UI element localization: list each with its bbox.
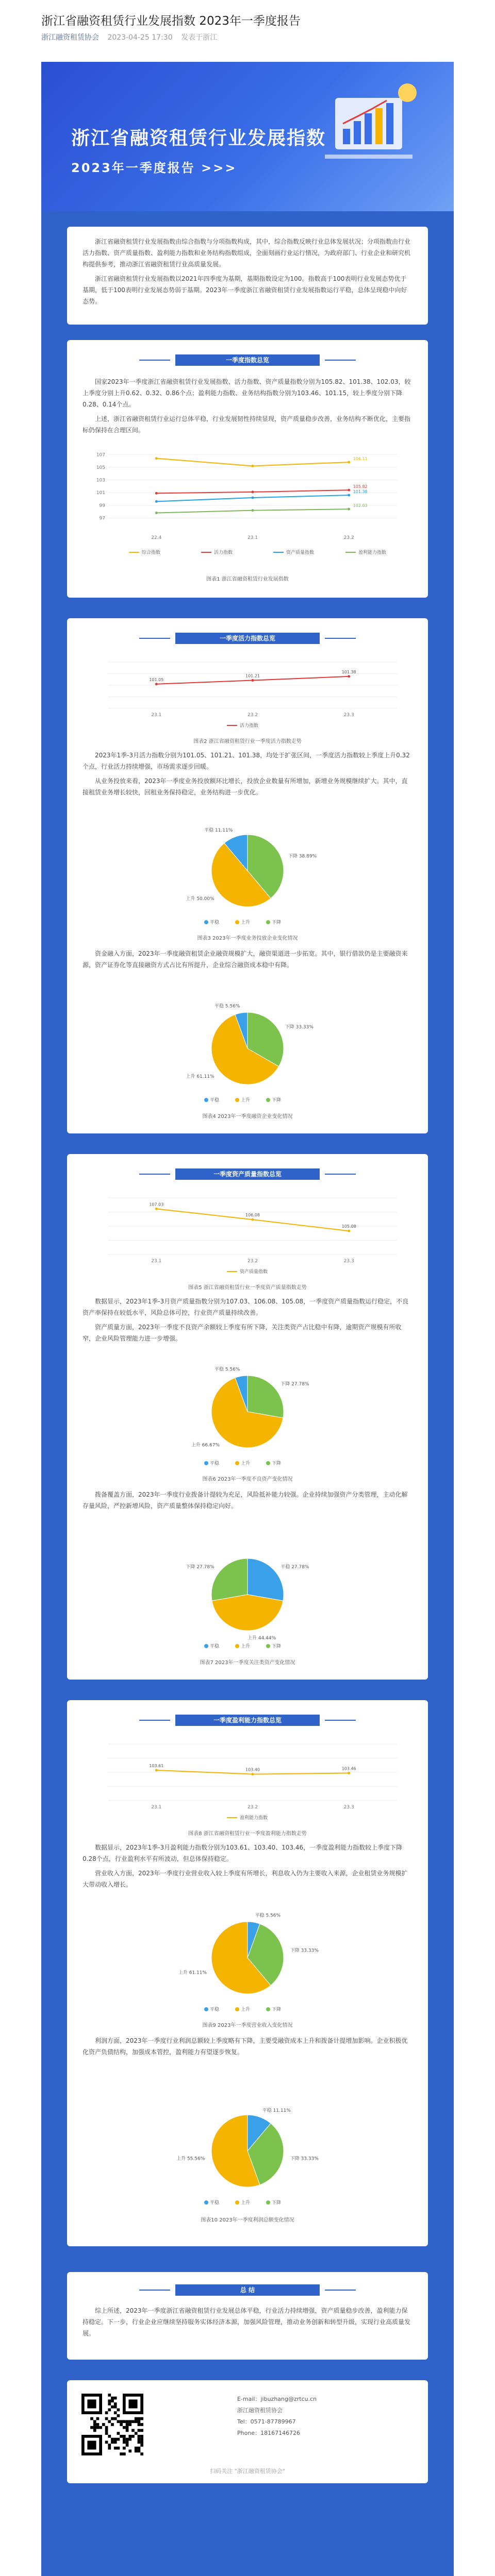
qr-module <box>128 2423 131 2426</box>
qr-module <box>105 2426 108 2429</box>
legend-swatch <box>235 2200 239 2205</box>
qr-module <box>117 2432 120 2435</box>
legend-swatch <box>235 920 239 924</box>
x-tick-label: 23.3 <box>343 1259 354 1264</box>
qr-module <box>96 2426 100 2429</box>
qr-module <box>117 2409 120 2412</box>
quality-pie-chart-2 <box>170 1546 325 1654</box>
x-tick-label: 23.3 <box>343 713 354 718</box>
legend-entry: 资产质量指数 <box>240 1269 268 1275</box>
data-label: 101.21 <box>245 673 260 679</box>
x-tick-label: 23.2 <box>343 535 354 540</box>
activity-pie-1-caption: 图表3 2023年一季度业务投放企业变化情况 <box>197 936 298 941</box>
legend-entry: 上升 <box>241 920 251 925</box>
series-point <box>348 1772 350 1774</box>
qr-code-icon[interactable] <box>81 2394 143 2455</box>
series-point <box>155 492 158 495</box>
data-label: 103.40 <box>245 1767 260 1772</box>
qr-finder <box>128 2399 137 2408</box>
qr-module <box>111 2417 114 2420</box>
qr-module <box>108 2409 111 2412</box>
activity-paragraph-3: 资金融入方面，2023年一季度融资租赁企业融资规模扩大，融资渠道进一步拓宽。其中，银行借款仍是主要融资来源，资产证券化等直接融资方式占比有所提升，企业综合融资成本稳中有降。 <box>82 950 408 969</box>
legend-swatch <box>235 1461 239 1465</box>
qr-module <box>138 2441 141 2444</box>
qr-module <box>108 2447 111 2450</box>
legend-entry: 下降 <box>272 2007 282 2012</box>
pie-data-label: 平稳 5.56% <box>214 1004 240 1009</box>
legend-swatch <box>235 1644 239 1648</box>
report-banner <box>41 62 454 211</box>
pie-slice <box>212 1595 283 1631</box>
overview-line-chart <box>88 438 407 562</box>
qr-module <box>140 2441 143 2444</box>
contact-email[interactable]: E-mail：jibuzhang@zrtcu.cn <box>237 2396 317 2402</box>
qr-module <box>111 2405 114 2409</box>
banner-title: 浙江省融资租赁行业发展指数 <box>71 128 326 149</box>
pie-data-label: 下降 27.78% <box>186 1565 214 1570</box>
section-quality-title: 一季度资产质量指数总览 <box>175 1168 320 1180</box>
quality-paragraph-1: 数据显示，2023年1季-3月资产质量指数分别为107.03、106.08、105.08，一季度资产质量指数运行稳定，不良资产率保持在较低水平，风险总体可控，行业资产质量持续改善。 <box>82 1298 409 1316</box>
qr-module <box>138 2420 141 2423</box>
x-tick-label: 23.2 <box>247 1805 258 1810</box>
legend-entry: 上升 <box>241 1461 251 1466</box>
banner-subtitle: 2023年一季度报告 >>> <box>71 161 237 175</box>
pie-data-label: 上升 44.44% <box>248 1636 276 1641</box>
overview-paragraph-1: 国家2023年一季度浙江省融资租赁行业发展指数、活力指数、资产质量指数分别为105.82、101.38、102.03，较上季度分别上升0.62、0.32、0.86个点；盈利能力指数、业务结构指数分别为103.46、101.15，较上季度分别下降0.28、0.14个点。 <box>82 378 411 408</box>
qr-module <box>123 2452 126 2455</box>
qr-module <box>114 2438 117 2441</box>
series-point <box>155 512 158 514</box>
data-label: 102.03 <box>353 503 368 509</box>
legend-swatch <box>235 2007 239 2011</box>
qr-module <box>120 2423 123 2426</box>
qr-module <box>111 2423 114 2426</box>
series-point <box>348 489 350 492</box>
quality-pie-2-caption: 图表7 2023年一季度关注类资产变化情况 <box>200 1660 295 1666</box>
summary-card <box>67 2272 428 2360</box>
qr-module <box>117 2414 120 2417</box>
qr-module <box>123 2426 126 2429</box>
qr-module <box>108 2435 111 2438</box>
series-point <box>252 490 254 493</box>
pie-slice <box>248 1558 284 1601</box>
series-point <box>252 465 254 467</box>
qr-module <box>108 2399 111 2402</box>
legend-entry: 下降 <box>272 2200 282 2206</box>
contact-tel[interactable]: Tel：0571-87789967 <box>237 2418 296 2425</box>
qr-module <box>108 2394 111 2397</box>
qr-module <box>120 2452 123 2455</box>
data-label: 106.08 <box>245 1213 260 1218</box>
x-tick-label: 23.1 <box>247 535 258 540</box>
legend-entry: 平稳 <box>210 1098 220 1103</box>
activity-line-chart <box>88 654 407 732</box>
section-activity-card <box>67 618 428 1133</box>
data-label: 107.03 <box>149 1202 164 1207</box>
qr-module <box>93 2429 96 2432</box>
activity-pie-chart-1 <box>170 822 325 930</box>
section-quality-card <box>67 1154 428 1680</box>
qr-module <box>96 2423 100 2426</box>
qr-module <box>102 2423 105 2426</box>
pie-data-label: 下降 33.33% <box>285 1024 314 1030</box>
data-label: 103.61 <box>149 1763 164 1768</box>
source-link[interactable]: 浙江融资租赁协会 <box>41 33 99 42</box>
qr-module <box>93 2426 96 2429</box>
y-tick-label: 97 <box>99 516 105 521</box>
qr-module <box>105 2429 108 2432</box>
profit-pie-chart-1 <box>170 1909 325 2017</box>
series-point <box>348 508 350 511</box>
article-meta <box>41 32 454 42</box>
series-point <box>252 509 254 512</box>
legend-swatch <box>204 2200 208 2205</box>
qr-module <box>126 2420 129 2423</box>
qr-module <box>117 2447 120 2450</box>
section-overview-title: 一季度指数总览 <box>175 354 320 366</box>
qr-module <box>123 2435 126 2438</box>
qr-module <box>114 2417 117 2420</box>
banner-illustration-icon <box>320 77 423 175</box>
legend-entry: 平稳 <box>210 2200 220 2206</box>
pie-data-label: 下降 38.89% <box>288 854 317 859</box>
y-tick-label: 103 <box>96 478 105 483</box>
profit-paragraph-3: 利润方面，2023年一季度行业利润总额较上季度略有下降，主要受融资成本上升和拨备计提增加影响。企业积极优化资产负债结构，加强成本管控，盈利能力有望逐步恢复。 <box>82 2037 408 2056</box>
qr-module <box>126 2441 129 2444</box>
section-profit-title: 一季度盈利能力指数总览 <box>175 1715 320 1726</box>
qr-module <box>140 2438 143 2441</box>
legend-entry: 盈利能力指数 <box>240 1816 268 1821</box>
quality-pie-chart-1 <box>170 1363 325 1471</box>
x-tick-label: 23.3 <box>343 1805 354 1810</box>
quality-line-chart <box>88 1190 407 1278</box>
pie-slice <box>248 1376 284 1418</box>
qr-module <box>128 2420 131 2423</box>
legend-entry: 上升 <box>241 2200 251 2206</box>
data-label: 101.05 <box>149 677 164 682</box>
quality-paragraph-3: 拨备覆盖方面，2023年一季度行业拨备计提较为充足，风险抵补能力较强。企业持续加强资产分类管理，主动化解存量风险，严控新增风险，资产质量整体保持稳定向好。 <box>82 1491 408 1510</box>
y-tick-label: 101 <box>96 490 105 496</box>
data-label: 103.46 <box>341 1766 356 1771</box>
qr-module <box>131 2420 135 2423</box>
legend-entry: 上升 <box>241 1644 251 1649</box>
pie-data-label: 上升 61.11% <box>186 1074 214 1080</box>
legend-entry: 平稳 <box>210 1644 220 1649</box>
series-point <box>348 461 350 464</box>
legend-swatch <box>204 2007 208 2011</box>
profit-chart-caption: 图表8 浙江省融资租赁行业一季度盈利能力指数走势 <box>188 1831 307 1837</box>
qr-module <box>135 2447 138 2450</box>
qr-module <box>135 2432 138 2435</box>
pie-data-label: 上升 50.00% <box>186 896 214 902</box>
qr-module <box>105 2441 108 2444</box>
data-label: 105.82 <box>353 484 368 489</box>
legend-swatch <box>266 1461 270 1465</box>
profit-pie-2-caption: 图表10 2023年一季度利润总额变化情况 <box>201 2217 294 2223</box>
qr-module <box>90 2417 93 2420</box>
intro-card <box>67 227 428 325</box>
legend-entry: 平稳 <box>210 1461 220 1466</box>
pie-data-label: 下降 27.78% <box>280 1382 309 1387</box>
x-tick-label: 22.4 <box>151 535 162 540</box>
qr-module <box>126 2438 129 2441</box>
qr-module <box>93 2420 96 2423</box>
qr-note: 扫码关注 "浙江融资租赁协会" <box>210 2468 285 2475</box>
legend-entry: 平稳 <box>210 920 220 925</box>
qr-module <box>120 2435 123 2438</box>
legend-entry: 上升 <box>241 1098 251 1103</box>
profit-pie-1-caption: 图表9 2023年一季度营业收入变化情况 <box>202 2023 293 2028</box>
qr-finder <box>87 2399 96 2408</box>
activity-pie-chart-2 <box>170 999 325 1108</box>
qr-module <box>99 2426 102 2429</box>
qr-module <box>114 2405 117 2409</box>
legend-entry: 综合指数 <box>142 550 161 555</box>
contact-site: 浙江融资租赁协会 <box>237 2407 283 2414</box>
profit-paragraph-2: 营业收入方面，2023年一季度行业营业收入较上季度有所增长，利息收入仍为主要收入来源，企业租赁业务规模扩大带动收入增长。 <box>82 1870 408 1888</box>
y-tick-label: 107 <box>96 452 105 458</box>
activity-paragraph-1: 2023年1季-3月活力指数分别为101.05、101.21、101.38，均处于扩张区间，一季度活力指数较上季度上升0.32个点，行业活力持续增强，市场需求逐步回暖。 <box>82 752 410 770</box>
data-label: 106.11 <box>353 456 368 462</box>
article-header <box>0 0 495 62</box>
summary-paragraph: 综上所述，2023年一季度浙江省融资租赁行业发展总体平稳，行业活力持续增强，资产质量稳步改善，盈利能力保持稳定。下一步，行业企业应继续坚持服务实体经济本源，加强风险管理，推动业务创新和转型升级，实现行业高质量发展。 <box>82 2307 411 2337</box>
summary-title: 总 结 <box>175 2284 320 2296</box>
series-point <box>252 1218 254 1221</box>
legend-entry: 活力指数 <box>214 550 233 555</box>
qr-module <box>126 2429 129 2432</box>
x-tick-label: 23.2 <box>247 713 258 718</box>
series-point <box>155 1208 158 1210</box>
legend-entry: 上升 <box>241 2007 251 2012</box>
qr-module <box>123 2441 126 2444</box>
pie-data-label: 平稳 5.56% <box>214 1367 240 1372</box>
quality-chart-caption: 图表5 浙江省融资租赁行业一季度资产质量指数走势 <box>188 1285 307 1291</box>
legend-entry: 下降 <box>272 1644 282 1649</box>
qr-module <box>140 2417 143 2420</box>
qr-module <box>126 2444 129 2447</box>
legend-swatch <box>266 2200 270 2205</box>
y-tick-label: 99 <box>99 503 105 509</box>
legend-swatch <box>204 1461 208 1465</box>
qr-module <box>138 2450 141 2453</box>
pie-data-label: 平稳 27.78% <box>280 1565 309 1570</box>
qr-module <box>135 2417 138 2420</box>
series-point <box>155 683 158 685</box>
qr-module <box>131 2435 135 2438</box>
legend-swatch <box>266 1098 270 1102</box>
qr-finder <box>87 2441 96 2449</box>
legend-swatch <box>204 1644 208 1648</box>
contact-card <box>67 2380 428 2483</box>
qr-module <box>140 2444 143 2447</box>
quality-pie-1-caption: 图表6 2023年一季度不良资产变化情况 <box>202 1477 293 1482</box>
qr-module <box>105 2411 108 2414</box>
article-body <box>41 62 454 2576</box>
contact-phone[interactable]: Phone：18167146726 <box>237 2430 301 2436</box>
qr-module <box>108 2402 111 2405</box>
series-point <box>252 1773 254 1775</box>
qr-module <box>138 2423 141 2426</box>
activity-paragraph-2: 从业务投放来看，2023年一季度业务投放额环比增长，投放企业数量有所增加，新增业务规模继续扩大。其中，直接租赁业务增长较快，回租业务保持稳定，业务结构进一步优化。 <box>82 777 408 796</box>
y-tick-label: 105 <box>96 465 105 470</box>
legend-entry: 下降 <box>272 920 282 925</box>
legend-entry: 资产质量指数 <box>286 550 315 555</box>
qr-module <box>111 2397 114 2400</box>
contact-info <box>237 2394 317 2439</box>
overview-paragraph-2: 上述，浙江省融资租赁行业运行总体平稳，行业发展韧性持续显现，资产质量稳步改善，业务结构不断优化，主要指标仍保持在合理区间。 <box>82 415 411 434</box>
qr-module <box>117 2420 120 2423</box>
qr-module <box>140 2429 143 2432</box>
qr-module <box>128 2435 131 2438</box>
pie-data-label: 上升 61.11% <box>178 1970 207 1976</box>
pie-data-label: 下降 33.33% <box>290 2156 319 2162</box>
x-tick-label: 23.1 <box>151 1259 162 1264</box>
legend-entry: 下降 <box>272 1098 282 1103</box>
qr-module <box>105 2417 108 2420</box>
data-label: 101.38 <box>341 669 356 674</box>
qr-module <box>114 2411 117 2414</box>
qr-module <box>140 2423 143 2426</box>
qr-module <box>111 2438 114 2441</box>
activity-chart-caption: 图表2 浙江省融资租赁行业一季度活力指数走势 <box>193 739 302 744</box>
article-title: 浙江省融资租赁行业发展指数 2023年一季度报告 <box>41 14 301 28</box>
qr-module <box>135 2420 138 2423</box>
section-activity-title: 一季度活力指数总览 <box>175 633 320 644</box>
series-point <box>155 500 158 503</box>
qr-module <box>123 2447 126 2450</box>
qr-module <box>114 2441 117 2444</box>
x-tick-label: 23.1 <box>151 1805 162 1810</box>
qr-module <box>117 2438 120 2441</box>
qr-module <box>138 2438 141 2441</box>
pie-data-label: 上升 55.56% <box>176 2156 205 2162</box>
qr-module <box>114 2447 117 2450</box>
qr-module <box>138 2447 141 2450</box>
legend-entry: 盈利能力指数 <box>358 550 387 555</box>
series-point <box>252 497 254 499</box>
section-profit-card <box>67 1700 428 2246</box>
quality-paragraph-2: 资产质量方面，2023年一季度不良资产余额较上季度有所下降，关注类资产占比稳中有降，逾期资产规模有所收窄，企业风险管理能力进一步增强。 <box>82 1324 402 1342</box>
pie-data-label: 平稳 11.11% <box>262 2108 291 2114</box>
qr-module <box>123 2438 126 2441</box>
legend-swatch <box>266 2007 270 2011</box>
qr-module <box>114 2397 117 2400</box>
series-point <box>252 679 254 682</box>
qr-module <box>123 2420 126 2423</box>
legend-swatch <box>266 1644 270 1648</box>
activity-pie-2-caption: 图表4 2023年一季度融资企业变化情况 <box>202 1114 293 1120</box>
pie-data-label: 平稳 11.11% <box>204 828 233 834</box>
qr-module <box>90 2426 93 2429</box>
series-point <box>155 457 158 460</box>
data-label: 105.08 <box>341 1224 356 1229</box>
qr-module <box>135 2450 138 2453</box>
profit-paragraph-1: 数据显示，2023年1季-3月盈利能力指数分别为103.61、103.40、103.46，一季度盈利能力指数较上季度下降0.28个点，行业盈利水平有所波动，但总体保持稳定。 <box>82 1844 403 1862</box>
qr-module <box>140 2452 143 2455</box>
legend-entry: 平稳 <box>210 2007 220 2012</box>
qr-module <box>108 2420 111 2423</box>
legend-swatch <box>204 920 208 924</box>
series-point <box>348 1230 350 1232</box>
qr-module <box>138 2429 141 2432</box>
profit-line-chart <box>88 1736 407 1824</box>
qr-module <box>93 2423 96 2426</box>
qr-module <box>138 2435 141 2438</box>
qr-module <box>126 2426 129 2429</box>
series-point <box>155 1769 158 1771</box>
qr-module <box>111 2441 114 2444</box>
qr-module <box>128 2450 131 2453</box>
series-point <box>348 675 350 677</box>
pie-slice <box>211 1558 248 1601</box>
pie-data-label: 平稳 5.56% <box>255 1913 281 1919</box>
legend-swatch <box>266 920 270 924</box>
qr-module <box>111 2399 114 2402</box>
publish-date: 2023-04-25 17:30 <box>107 33 173 42</box>
series-point <box>348 494 350 497</box>
qr-module <box>96 2417 100 2420</box>
legend-swatch <box>235 1098 239 1102</box>
legend-entry: 活力指数 <box>240 723 259 728</box>
legend-entry: 下降 <box>272 1461 282 1466</box>
pie-data-label: 上升 66.67% <box>191 1443 220 1448</box>
qr-module <box>120 2420 123 2423</box>
x-tick-label: 23.1 <box>151 713 162 718</box>
qr-module <box>138 2417 141 2420</box>
qr-module <box>114 2402 117 2405</box>
qr-module <box>108 2444 111 2447</box>
pie-data-label: 下降 33.33% <box>290 1948 319 1954</box>
qr-module <box>126 2423 129 2426</box>
profit-pie-chart-2 <box>170 2102 325 2210</box>
overview-chart-caption: 图表1 浙江省融资租赁行业发展指数 <box>206 577 289 582</box>
qr-module <box>140 2435 143 2438</box>
data-label: 101.38 <box>353 489 368 495</box>
intro-paragraph-2: 浙江省融资租赁行业发展指数以2021年四季度为基期，基期指数设定为100。指数高于100表明行业发展态势优于基期，低于100表明行业发展态势弱于基期。2023年一季度浙江省融资租赁行业发展指数运行平稳，总体呈现稳中向好态势。 <box>82 275 407 305</box>
intro-paragraph-1: 浙江省融资租赁行业发展指数由综合指数与分项指数构成，其中，综合指数反映行业总体发展状况；分项指数由行业活力指数、资产质量指数、盈利能力指数和业务结构指数组成，全面刻画行业运行情况，为政府部门、行业企业和研究机构提供参考，推动浙江省融资租赁行业高质量发展。 <box>82 238 411 268</box>
publish-location: 发表于浙江 <box>181 33 218 42</box>
legend-swatch <box>204 1098 208 1102</box>
x-tick-label: 23.2 <box>247 1259 258 1264</box>
section-overview-card <box>67 340 428 598</box>
qr-module <box>131 2429 135 2432</box>
qr-module <box>128 2438 131 2441</box>
qr-module <box>105 2432 108 2435</box>
